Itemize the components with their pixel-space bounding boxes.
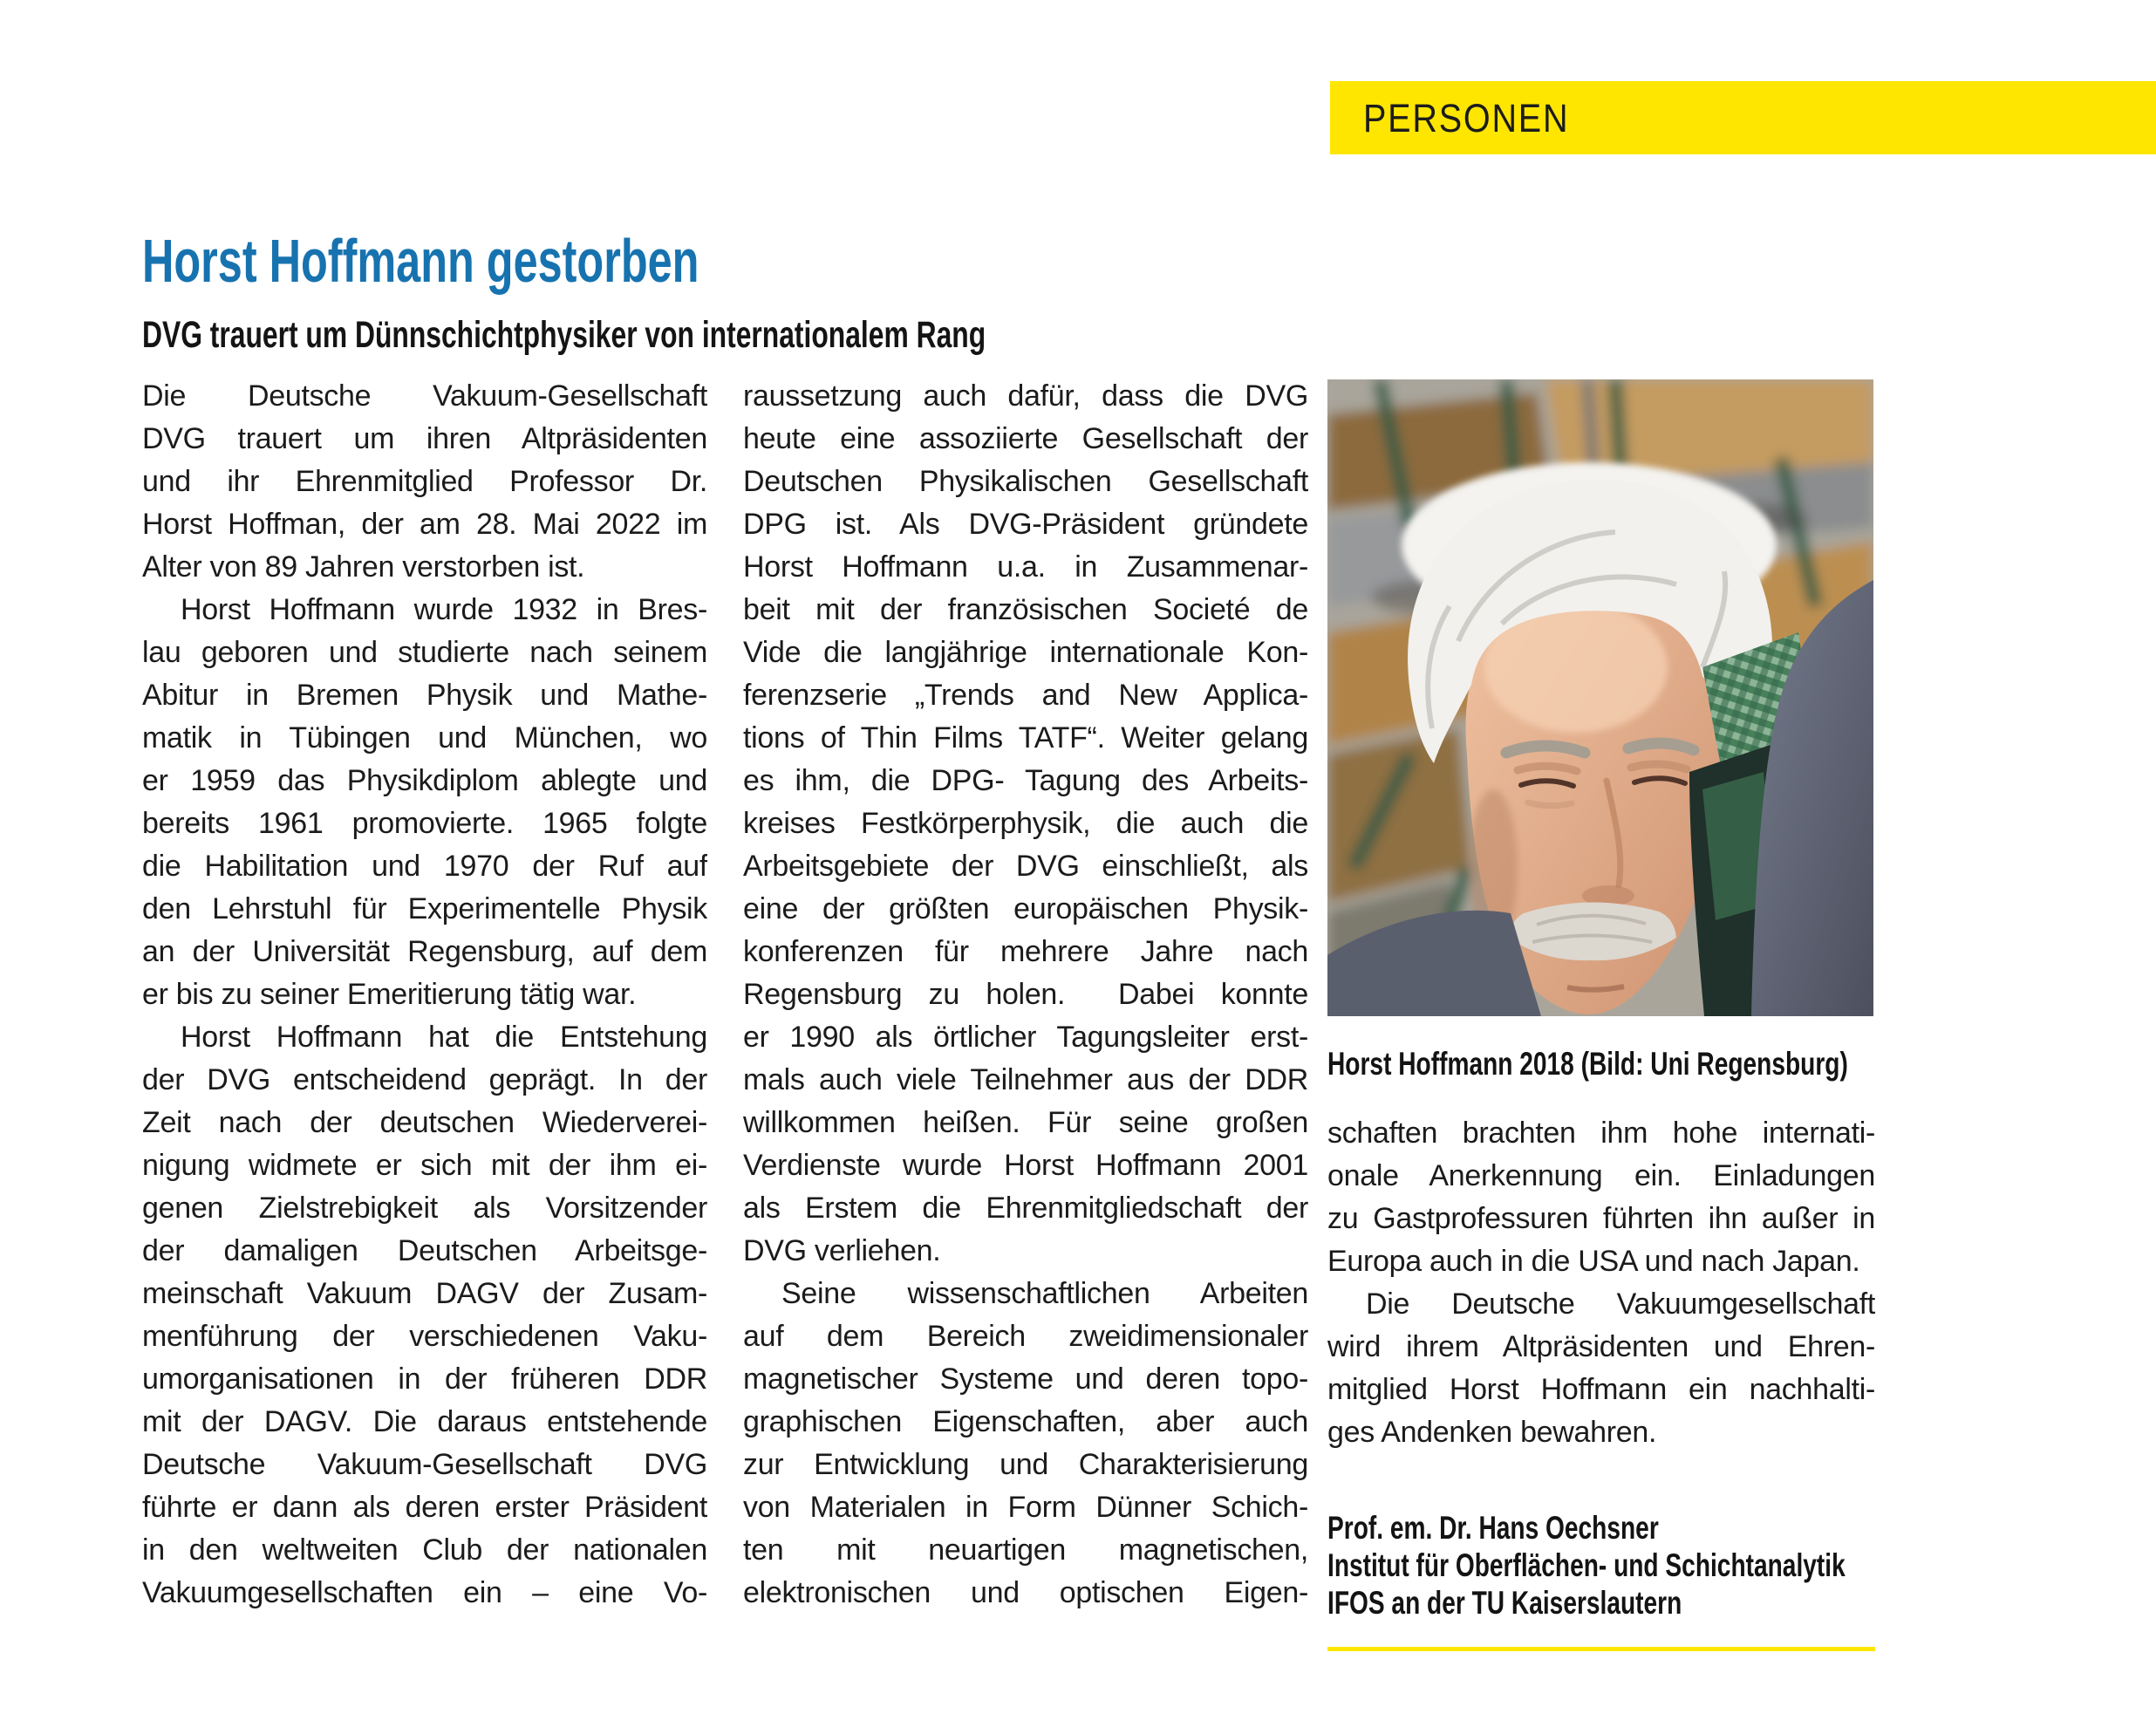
body-line: Alter von 89 Jahren verstorben ist. — [142, 550, 585, 584]
body-line: Die Deutsche Vakuumgesellschaft — [1366, 1287, 1875, 1321]
body-line: nigung widmete er sich mit der ihm ei- — [142, 1149, 707, 1182]
text-column-3 — [1327, 1112, 1875, 1454]
body-line: konferenzen für mehrere Jahre nach — [743, 935, 1308, 968]
body-line: den Lehrstuhl für Experimentelle Physik — [142, 892, 707, 925]
body-line: in den weltweiten Club der nationalen — [142, 1533, 707, 1567]
author-block — [1327, 1509, 1871, 1622]
body-line: von Materialen in Form Dünner Schich- — [743, 1491, 1308, 1524]
body-line: DVG trauert um ihren Altpräsidenten — [142, 422, 707, 455]
body-line: matik in Tübingen und München, wo — [142, 721, 707, 755]
photo-caption: Horst Hoffmann 2018 (Bild: Uni Regensburg) — [1327, 1046, 1848, 1082]
body-line: Horst Hoffman, der am 28. Mai 2022 im — [142, 508, 707, 541]
body-line: die Habilitation und 1970 der Ruf auf — [142, 850, 707, 883]
article-title: Horst Hoffmann gestorben — [142, 227, 699, 295]
body-line: Arbeitsgebiete der DVG einschließt, als — [743, 850, 1308, 883]
body-line: es ihm, die DPG- Tagung des Arbeits- — [743, 764, 1308, 797]
body-line: Deutsche Vakuum-Gesellschaft DVG — [142, 1448, 707, 1481]
body-line: elektronischen und optischen Eigen- — [743, 1576, 1308, 1609]
section-banner — [1330, 81, 2156, 154]
body-line: genen Zielstrebigkeit als Vorsitzender — [142, 1192, 707, 1225]
body-line: heute eine assoziierte Gesellschaft der — [743, 422, 1308, 455]
body-line: Europa auch in die USA und nach Japan. — [1327, 1245, 1860, 1278]
body-line: bereits 1961 promovierte. 1965 folgte — [142, 807, 707, 840]
body-line: willkommen heißen. Für seine großen — [743, 1106, 1308, 1139]
body-line: tions of Thin Films TATF“. Weiter gelang — [743, 721, 1308, 755]
body-line: der DVG entscheidend geprägt. In der — [142, 1063, 707, 1096]
body-line: er bis zu seiner Emeritierung tätig war. — [142, 978, 637, 1011]
body-line: mit der DAGV. Die daraus entstehende — [142, 1405, 707, 1438]
body-line: ten mit neuartigen magnetischen, — [743, 1533, 1308, 1567]
body-line: meinschaft Vakuum DAGV der Zusam- — [142, 1277, 707, 1310]
body-line: kreises Festkörperphysik, die auch die — [743, 807, 1308, 840]
body-line: zur Entwicklung und Charakterisierung — [743, 1448, 1308, 1481]
body-line: eine der größten europäischen Physik- — [743, 892, 1308, 925]
body-line: Seine wissenschaftlichen Arbeiten — [781, 1277, 1308, 1310]
author-line: Institut für Oberflächen- und Schichtanalytik — [1327, 1547, 1846, 1583]
author-line: IFOS an der TU Kaiserslautern — [1327, 1585, 1682, 1621]
body-line: er 1990 als örtlicher Tagungsleiter erst- — [743, 1021, 1308, 1054]
body-line: mals auch viele Teilnehmer aus der DDR — [743, 1063, 1308, 1096]
body-line: umorganisationen in der früheren DDR — [142, 1362, 707, 1396]
body-line: magnetischer Systeme und deren topo- — [743, 1362, 1308, 1396]
body-line: Abitur in Bremen Physik und Mathe- — [142, 679, 707, 712]
body-line: Horst Hoffmann wurde 1932 in Bres- — [181, 593, 707, 626]
body-line: wird ihrem Altpräsidenten und Ehren- — [1327, 1330, 1875, 1363]
body-line: beit mit der französischen Societé de — [743, 593, 1308, 626]
body-line: Horst Hoffmann hat die Entstehung — [181, 1021, 707, 1054]
bottom-rule — [1327, 1647, 1875, 1651]
body-line: an der Universität Regensburg, auf dem — [142, 935, 707, 968]
body-line: onale Anerkennung ein. Einladungen — [1327, 1159, 1875, 1192]
section-label: PERSONEN — [1363, 96, 1570, 140]
body-line: Regensburg zu holen. Dabei konnte — [743, 978, 1308, 1011]
body-line: Zeit nach der deutschen Wiederverei- — [142, 1106, 707, 1139]
body-line: mitglied Horst Hoffmann ein nachhalti- — [1327, 1373, 1875, 1406]
body-line: Horst Hoffmann u.a. in Zusammenar- — [743, 550, 1308, 584]
body-line: führte er dann als deren erster Präsident — [142, 1491, 707, 1524]
body-line: lau geboren und studierte nach seinem — [142, 636, 707, 669]
body-line: DVG verliehen. — [743, 1234, 941, 1267]
body-line: Verdienste wurde Horst Hoffmann 2001 — [743, 1149, 1308, 1182]
body-line: DPG ist. Als DVG-Präsident gründete — [743, 508, 1308, 541]
body-line: und ihr Ehrenmitglied Professor Dr. — [142, 465, 707, 498]
article-subtitle: DVG trauert um Dünnschichtphysiker von internationalem Rang — [142, 314, 986, 356]
body-line: raussetzung auch dafür, dass die DVG — [743, 379, 1308, 413]
body-line: als Erstem die Ehrenmitgliedschaft der — [743, 1192, 1308, 1225]
body-line: graphischen Eigenschaften, aber auch — [743, 1405, 1308, 1438]
body-line: ferenzserie „Trends and New Applica- — [743, 679, 1308, 712]
body-line: Vakuumgesellschaften ein – eine Vo- — [142, 1576, 707, 1609]
body-line: der damaligen Deutschen Arbeitsge- — [142, 1234, 707, 1267]
text-column-2 — [743, 375, 1308, 1615]
portrait-photo — [1327, 379, 1873, 1016]
body-line: menführung der verschiedenen Vaku- — [142, 1320, 707, 1353]
text-column-1 — [142, 375, 707, 1615]
author-line: Prof. em. Dr. Hans Oechsner — [1327, 1510, 1659, 1546]
body-line: Die Deutsche Vakuum-Gesellschaft — [142, 379, 707, 413]
body-line: zu Gastprofessuren führten ihn außer in — [1327, 1202, 1875, 1235]
body-line: schaften brachten ihm hohe internati- — [1327, 1116, 1875, 1150]
portrait-illustration — [1327, 379, 1873, 1016]
body-line: Vide die langjährige internationale Kon- — [743, 636, 1308, 669]
body-line: ges Andenken bewahren. — [1327, 1416, 1657, 1449]
body-line: Deutschen Physikalischen Gesellschaft — [743, 465, 1308, 498]
body-line: er 1959 das Physikdiplom ablegte und — [142, 764, 707, 797]
body-line: auf dem Bereich zweidimensionaler — [743, 1320, 1308, 1353]
